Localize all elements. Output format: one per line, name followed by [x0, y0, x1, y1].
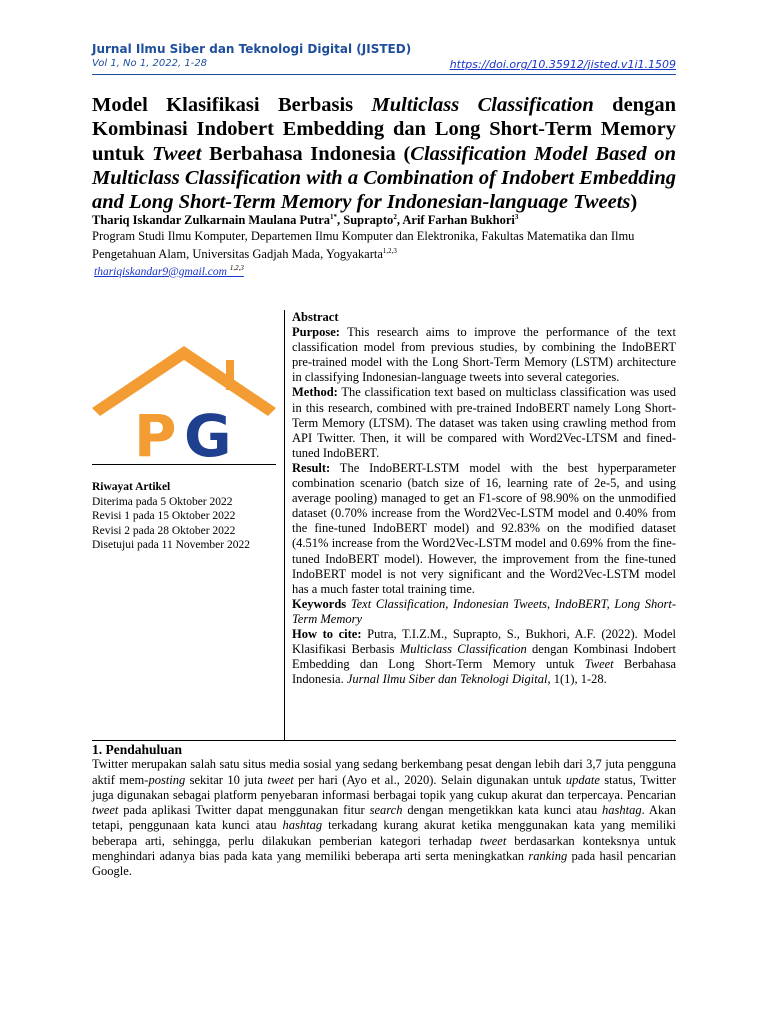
intro-paragraph: Twitter merupakan salah satu situs media sosial yang sedang berkembang pesat dengan lebih dari 3,7 juta pengguna aktif mem-posting sekitar 10 juta tweet per hari (Ayo et al., 2020). Selain digunakan untuk update status, Twitter juga digunakan sebagai platform penyebaran informasi berbagai topik yang cukup akurat dan terpercaya. Pencarian tweet pada aplikasi Twitter dapat menggunakan fitur search dengan mengetikkan kata kunci atau hashtag. Akan tetapi, penggunaan kata kunci atau hashtag terkadang kurang akurat ketika menggunakan kata yang memiliki beberapa arti, sehingga, perlu dilakukan pemberian kategori terhadap tweet berdasarkan konteksnya untuk menghindari adanya bias pada kata yang memiliki beberapa arti serta meningkatkan ranking pada hasil pencarian Google. [92, 757, 676, 879]
svg-text:P: P [134, 402, 177, 468]
abstract-method: Method: The classification text based on multiclass classification was used in this research, combined with pre-trained IndoBERT namely Long Short-Term Memory (LTSM). The dataset was taken using crawling method from API Twitter. Then, it will be compared with Word2Vec-LTSM and fined-tuned IndoBERT. [292, 385, 676, 460]
journal-logo [92, 328, 276, 468]
author-email[interactable]: thariqiskandar9@gmail.com $^{1,2,3}$ [94, 263, 244, 278]
abstract-citation: How to cite: Putra, T.I.Z.M., Suprapto, S., Bukhori, A.F. (2022). Model Klasifikasi Berbasis Multiclass Classification dengan Kombinasi Indobert Embedding dan Long Short-Term Memory untuk Tweet Berbahasa Indonesia. Jurnal Ilmu Siber dan Teknologi Digital, 1(1), 1-28. [292, 626, 677, 687]
abstract [292, 310, 676, 687]
author-list: Thariq Iskandar Zulkarnain Maulana Putra$^{1*}$, Suprapto$^2$, Arif Farhan Bukhori$^3$ [92, 213, 519, 228]
svg-text:G: G [184, 402, 232, 468]
article-info-section [92, 310, 676, 740]
affiliation: Program Studi Ilmu Komputer, Departemen Ilmu Komputer dan Elektronika, Fakultas Matematika dan Ilmu Pengetahuan Alam, Universitas Gadjah Mada, Yogyakarta$^{1,2,3}$ [92, 228, 635, 261]
abstract-heading: Abstract [292, 310, 339, 324]
column-divider [284, 310, 285, 740]
section-heading: 1. Pendahuluan [92, 742, 183, 757]
history-item: Diterima pada 5 Oktober 2022 [92, 495, 233, 508]
doi-link[interactable]: https://doi.org/10.35912/jisted.v1i1.1509 [449, 58, 676, 71]
article-history [92, 480, 276, 553]
abstract-result: Result: The IndoBERT-LSTM model with the best hyperparameter combination scenario (batch size of 16, learning rate of 2e-5, and using average pooling) managed to get an F1-score of 98.90% on the unmodified dataset (0.70% increase from the Word2Vec-LSTM model and 0.40% from the fine-tuned IndoBERT model) and 92.83% on the modified dataset (4.51% increase from the Word2Vec-LSTM model and 0.69% from the fine-tuned IndoBERT model). However, the improvement from the fine-tuned IndoBERT model is not very significant and the Word2Vec-LSTM model has a much faster total training time. [292, 460, 676, 596]
history-item: Revisi 2 pada 28 Oktober 2022 [92, 524, 236, 537]
page-header [92, 40, 676, 278]
abstract-purpose: Purpose: This research aims to improve the performance of the text classification model from previous studies, by combining the IndoBERT pre-trained model with the Long Short-Term Memory (LSTM) architecture in classifying Indonesian-language tweets into several categories. [292, 325, 676, 385]
history-item: Disetujui pada 11 November 2022 [92, 539, 250, 551]
history-item: Revisi 1 pada 15 Oktober 2022 [92, 510, 236, 522]
volume-row [92, 58, 676, 75]
volume-info: Vol 1, No 1, 2022, 1-28 [92, 58, 208, 69]
paper-title: Model Klasifikasi Berbasis Multiclass Classification dengan Kombinasi Indobert Embedding dan Long Short-Term Memory untuk Tweet Berbahasa Indonesia (Classification Model Based on Multiclass Classification with a Combination of Indobert Embedding and Long Short-Term Memory for Indonesian-language Tweets) [92, 94, 677, 214]
journal-name: Jurnal Ilmu Siber dan Teknologi Digital (JISTED) [92, 42, 412, 56]
history-heading: Riwayat Artikel [92, 481, 171, 493]
logo-divider [92, 464, 276, 465]
introduction-section [92, 742, 676, 880]
section-divider [92, 740, 676, 741]
abstract-keywords: Keywords Text Classification, Indonesian Tweets, IndoBERT, Long Short-Term Memory [292, 596, 676, 626]
